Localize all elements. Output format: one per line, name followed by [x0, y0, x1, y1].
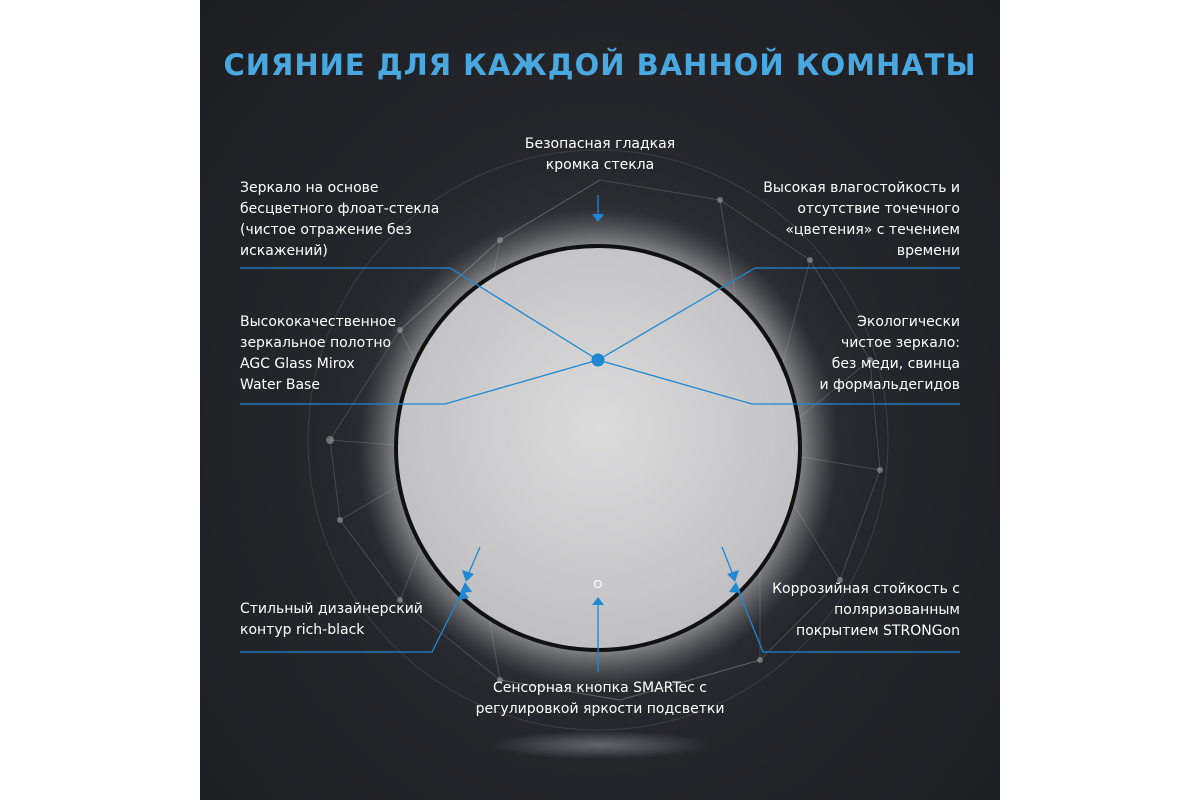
callout-line: бесцветного флоат-стекла	[240, 201, 440, 217]
callout-line: времени	[896, 243, 960, 259]
callout-line: (чистое отражение без	[240, 222, 412, 238]
callout-line: Экологически	[857, 314, 960, 330]
callout-black-frame	[240, 599, 423, 641]
callout-float-glass	[240, 178, 439, 262]
round-mirror	[396, 246, 800, 650]
callout-moisture-resistance	[763, 178, 960, 262]
callout-line: отсутствие точечного	[797, 201, 960, 217]
callout-line: зеркальное полотно	[240, 335, 392, 351]
callout-line: Высокая влагостойкость и	[763, 180, 960, 196]
callout-line: покрытием STRONGon	[796, 623, 960, 639]
callout-line: кромка стекла	[545, 157, 655, 173]
callout-center-dot	[592, 354, 605, 367]
callout-corrosion-resistance	[772, 579, 960, 642]
callout-line: Сенсорная кнопка SMARTec с	[493, 680, 707, 696]
callout-line: Зеркало на основе	[240, 180, 379, 196]
infographic-canvas	[200, 0, 1000, 800]
callout-line: AGC Glass Mirox	[240, 356, 355, 372]
callout-line: регулировкой яркости подсветки	[475, 701, 725, 717]
headline: СИЯНИЕ ДЛЯ КАЖДОЙ ВАННОЙ КОМНАТЫ	[223, 48, 977, 82]
callout-line: контур rich-black	[240, 622, 365, 638]
callout-line: Высококачественное	[240, 314, 397, 330]
callout-glass-edge	[450, 134, 750, 176]
callout-line: «цветения» с течением	[785, 222, 960, 238]
callout-line: Стильный дизайнерский	[240, 601, 423, 617]
callout-line: чистое зеркало:	[840, 335, 960, 351]
callout-line: Безопасная гладкая	[524, 136, 676, 152]
callout-mirror-sheet	[240, 312, 396, 396]
callout-line: Water Base	[240, 377, 320, 393]
callout-line: искажений)	[240, 243, 328, 259]
callout-touch-button	[400, 678, 800, 720]
callout-line: Коррозийная стойкость с	[772, 581, 960, 597]
callout-line: поляризованным	[834, 602, 960, 618]
callout-line: без меди, свинца	[831, 356, 960, 372]
callout-eco-friendly	[819, 312, 960, 396]
callout-line: и формальдегидов	[819, 377, 960, 393]
floor-glow	[490, 731, 710, 759]
